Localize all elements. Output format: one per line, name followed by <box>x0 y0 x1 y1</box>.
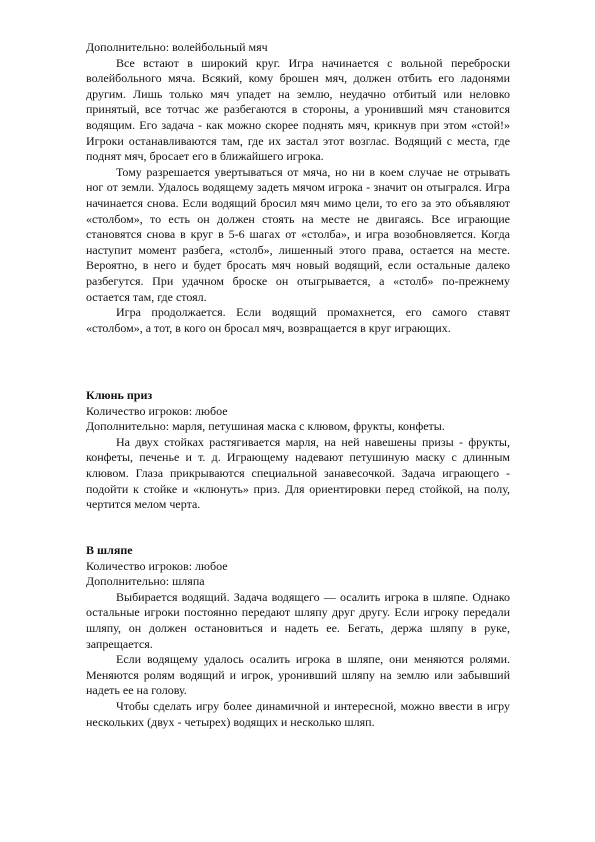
section-in-hat <box>86 543 510 730</box>
players-line: Количество игроков: любое <box>86 403 228 418</box>
paragraph: Игра продолжается. Если водящий промахнется, его самого ставят «столбом», а тот, в кого он бросал мяч, возвращается в круг играющих. <box>86 305 510 335</box>
paragraph: Тому разрешается увертываться от мяча, но ни в коем случае не отрывать ног от земли. Удалось водящему задеть мячом игрока - значит он отыгрался. Игра начинается снова. Если водящий бросил мяч мимо цели, то его за это объявляют «столбом», то есть он должен стоять на месте не двигаясь. Все играющие становятся снова в круг в 5-6 шагах от «столба», и игра возобновляется. Когда наступит момент разбега, «столб», лишенный этого права, остается на месте. Вероятно, в него и будет бросать мяч новый водящий, если остальные далеко разбегутся. При удачном броске он отыгрывается, а «столб» по-прежнему остается там, где стоял. <box>86 164 510 304</box>
players-line: Количество игроков: любое <box>86 558 228 573</box>
section-title: В шляпе <box>86 543 133 557</box>
paragraph: На двух стойках растягивается марля, на ней навешены призы - фрукты, конфеты, печенье и т. д. Играющему надевают петушиную маску с длинным клювом. Глаза прикрываются специальной занавесочкой. Задача играющего - подойти к стойке и «клюнуть» приз. Для ориентировки перед стойкой, на полу, чертится мелом черта. <box>86 434 510 512</box>
paragraph: Выбирается водящий. Задача водящего — осалить игрока в шляпе. Однако остальные игроки постоянно передают шляпу друг другу. Если игроку передали шляпу, он должен остановиться и надеть ее. Бегать, держа шляпу в руке, запрещается. <box>86 589 510 651</box>
section-title: Клюнь приз <box>86 388 153 402</box>
paragraph: Чтобы сделать игру более динамичной и интересной, можно ввести в игру нескольких (двух - четырех) водящих и несколько шляп. <box>86 698 510 729</box>
equipment-line: Дополнительно: марля, петушиная маска с клювом, фрукты, конфеты. <box>86 419 445 434</box>
paragraph: Если водящему удалось осалить игрока в шляпе, они меняются ролями. Меняются ролям водящий и игрок, уронивший шляпу на землю или забывший надеть ее на голову. <box>86 652 510 698</box>
section-volleyball-game <box>86 40 510 336</box>
section-peck-prize <box>86 388 510 513</box>
paragraph: Все встают в широкий круг. Игра начинается с вольной переброски волейбольного мяча. Всякий, кому брошен мяч, должен отбить его ладонями другим. Лишь только мяч упадет на землю, неудачно отбитый или неловко принятый, все тотчас же разбегаются в стороны, а уронивший мяч становится водящим. Его задача - как можно скорее поднять мяч, крикнув при этом «стой!» Игроки останавливаются там, где их застал этот возглас. Водящий с места, где поднят мяч, бросает его в ближайшего игрока. <box>86 55 510 164</box>
equipment-line: Дополнительно: шляпа <box>86 574 205 589</box>
equipment-line: Дополнительно: волейбольный мяч <box>86 40 268 54</box>
